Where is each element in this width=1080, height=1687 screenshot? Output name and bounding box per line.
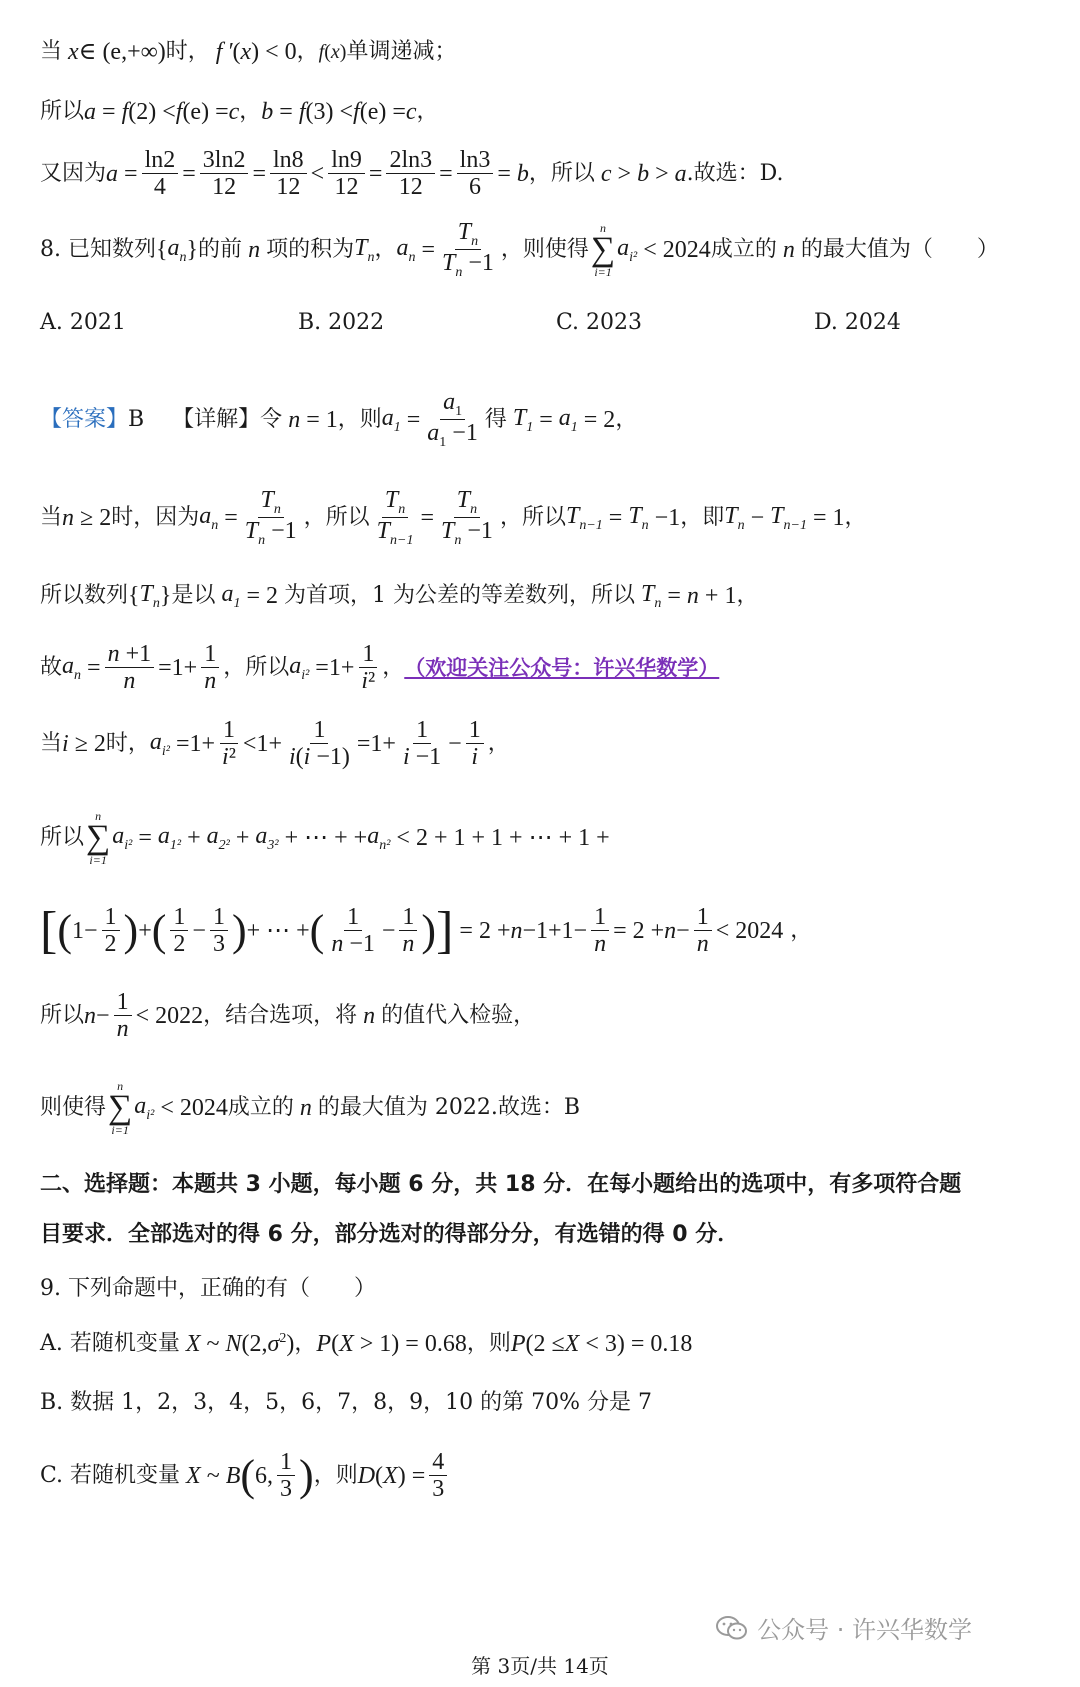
text: 是以 xyxy=(171,583,216,609)
text: 时，因为 xyxy=(111,505,200,531)
text: 成立的 xyxy=(227,1094,294,1120)
wechat-icon xyxy=(715,1615,749,1641)
text: 的最大值为 2022.故选：B xyxy=(317,1094,581,1120)
page-footer: 第 3页/共 14页 xyxy=(471,1654,609,1678)
text: ，所以 xyxy=(303,505,370,531)
option-b: B. 2022 xyxy=(298,310,385,335)
text: ，则 xyxy=(337,407,382,433)
text: ，结合选项，将 xyxy=(203,1003,358,1029)
line-2: 所以 a = f (2) < f (e) = c ， b = f (3) < f (e) = c ， xyxy=(40,99,439,125)
promo-link[interactable]: （欢迎关注公众号：许兴华数学） xyxy=(404,655,720,680)
text: C. 若随机变量 xyxy=(40,1463,181,1489)
text: 的前 xyxy=(198,237,243,263)
question-9-option-b xyxy=(40,1390,1060,1416)
text: 的值代入检验， xyxy=(381,1003,536,1029)
line-6: 所以数列 { $T_n$ } 是以 $a_1$ = 2 为首项，1 为公差的等差数列，所以 $T_n$ = n + 1 ， xyxy=(40,581,759,611)
text: 当 xyxy=(40,731,63,757)
text: 当 xyxy=(40,505,63,531)
text: ，所以 xyxy=(223,655,290,681)
text: 时， xyxy=(105,731,150,757)
watermark xyxy=(715,1610,972,1645)
text: 为首项，1 为公差的等差数列，所以 xyxy=(284,583,635,609)
question-8: 8. 已知数列 { $a_n$ } 的前 n 项的积为 $T_n$ ， $a_n$ = $\frac{T_n}{T_n -1}$ ，则使得 n ∑ i=1 $a_{i^2}$ < 2024 成立的 n 的最大值为（ ） xyxy=(40,219,999,281)
answer-value: B xyxy=(128,407,145,433)
text: ，即 xyxy=(680,505,725,531)
text: 所以 xyxy=(40,99,85,125)
text: ，所以 xyxy=(528,161,595,187)
watermark-text: 公众号 · 许兴华数学 xyxy=(757,1616,972,1644)
option-c: C. 2023 xyxy=(556,310,643,335)
text: 单调递减； xyxy=(346,39,457,65)
line-7: 故 $a_n$ = $\frac{n +1}{n}$ =1+ $\frac{1}{n}$ ，所以 $a_{i^2}$ =1+ $\frac{1}{\text{i²}}$ ， （欢迎关注公众号：许兴华数学） xyxy=(40,641,720,695)
line-9: 所以 n ∑ i=1 $a_{i^2}$ = $a_{1^2}$ + $a_{2^2}$ + $a_{3^2}$ + ⋯ + + $a_{n^2}$ < 2 + 1 + 1 + ⋯ + 1 + xyxy=(40,809,610,868)
text: 成立的 xyxy=(710,237,777,263)
line-5: 当 n ≥ 2 时，因为 $a_n$ = $\frac{T_n}{T_n -1}$ ，所以 $\frac{T_n}{T_{n-1}}$ = $\frac{T_n}{T_n -1}$ ，所以 $T_{n-1}$ = $T_n$ −1 ，即 $T_n$ − $T_{n-1}$ = 1 ， xyxy=(40,487,867,549)
line-8: 当 i ≥ 2 时， $a_{i^2}$ =1+ $\frac{1}{\text{i²}}$ <1+ $\frac{1}{i(i -1)}$ =1+ $\frac{1}{i -1}$ − $\frac{1}{i}$ ， xyxy=(40,717,510,771)
question-9-option-a: A. 若随机变量 X ~ N (2, σ $^2$) ， P ( X > 1) = 0.68 ，则 P (2 ≤ X < 3) = 0.18 xyxy=(40,1331,693,1357)
text: 9. 下列命题中，正确的有（ ） xyxy=(40,1276,376,1301)
question-9 xyxy=(40,1276,1060,1302)
text: 又因为 xyxy=(40,161,107,187)
line-12: 则使得 n ∑ i=1 $a_{i^2}$ < 2024 成立的 n 的最大值为 2022.故选：B xyxy=(40,1079,581,1138)
text: 的最大值为（ ） xyxy=(800,237,999,263)
line-11: 所以 n − $\frac{1}{n}$ < 2022 ，结合选项，将 n 的值代入检验， xyxy=(40,989,536,1043)
option-a: A. 2021 xyxy=(40,310,126,335)
text: 二、选择题：本题共 3 小题，每小题 6 分，共 18 分．在每小题给出的选项中，有多项符合题 xyxy=(40,1172,962,1197)
text: ，则 xyxy=(466,1331,511,1357)
text: 故 xyxy=(40,655,63,681)
option-d: D. 2024 xyxy=(814,310,901,335)
text: 则使得 xyxy=(40,1094,107,1120)
text: 8. 已知数列 xyxy=(40,237,156,263)
text: ，则 xyxy=(313,1463,358,1489)
line-3: 又因为 a = $\frac{\ln 2}{4}$ = $\frac{3\ln 2}{12}$ = $\frac{\ln 8}{12}$ < $\frac{\ln 9}{12}$ = $\frac{2\ln 3}{12}$ = $\frac{\ln 3}{6}$ = b ，所以 c > b > a .故选：D. xyxy=(40,147,784,201)
answer-line: 【答案】 B 【详解】令 n = 1 ，则 $a_1$ = $\frac{a_1}{a_1 -1}$ 得 $T_1$ = $a_1$ = 2 ， xyxy=(40,389,638,451)
answer-label: 【答案】 xyxy=(40,407,129,433)
section-2-heading-line-1 xyxy=(40,1172,1060,1198)
text: 所以数列 xyxy=(40,583,129,609)
text: 当 xyxy=(40,39,63,65)
text: .故选：D. xyxy=(686,161,784,187)
line-1: 当 x ∈ (e,+∞) 时， f ′ ( x ) < 0 ， f ( x ) 单调递减； xyxy=(40,39,457,65)
text: A. 若随机变量 xyxy=(40,1331,180,1357)
text: 所以 xyxy=(40,1003,85,1029)
question-9-option-c: C. 若随机变量 X ~ B ( 6, $\frac{1}{3}$ ) ，则 D ( X ) = $\frac{4}{3}$ xyxy=(40,1450,1060,1503)
text: B. 数据 1，2，3，4，5，6，7，8，9，10 的第 70% 分是 7 xyxy=(40,1390,652,1415)
section-2-heading-line-2 xyxy=(40,1222,1060,1248)
text: 【详解】令 xyxy=(172,407,283,433)
text: ，所以 xyxy=(499,505,566,531)
text: 目要求．全部选对的得 6 分，部分选对的得部分分，有选错的得 0 分． xyxy=(40,1222,740,1247)
text: ，则使得 xyxy=(500,237,589,263)
text: 得 xyxy=(484,407,507,433)
text: 时， xyxy=(165,39,210,65)
line-10: [ ( 1− $\frac{1}{2}$ ) + ( $\frac{1}{2}$ − $\frac{1}{3}$ ) + ⋯ + ( $\frac{1}{n -1}$ − $\frac{1}{n}$ ) ] = 2 + n −1+1− $\frac{1}{n}$ = 2 + n − $\frac{1}{n}$ < 2024 ， xyxy=(40,902,813,960)
text: 所以 xyxy=(40,824,85,850)
text: 项的积为 xyxy=(266,237,355,263)
